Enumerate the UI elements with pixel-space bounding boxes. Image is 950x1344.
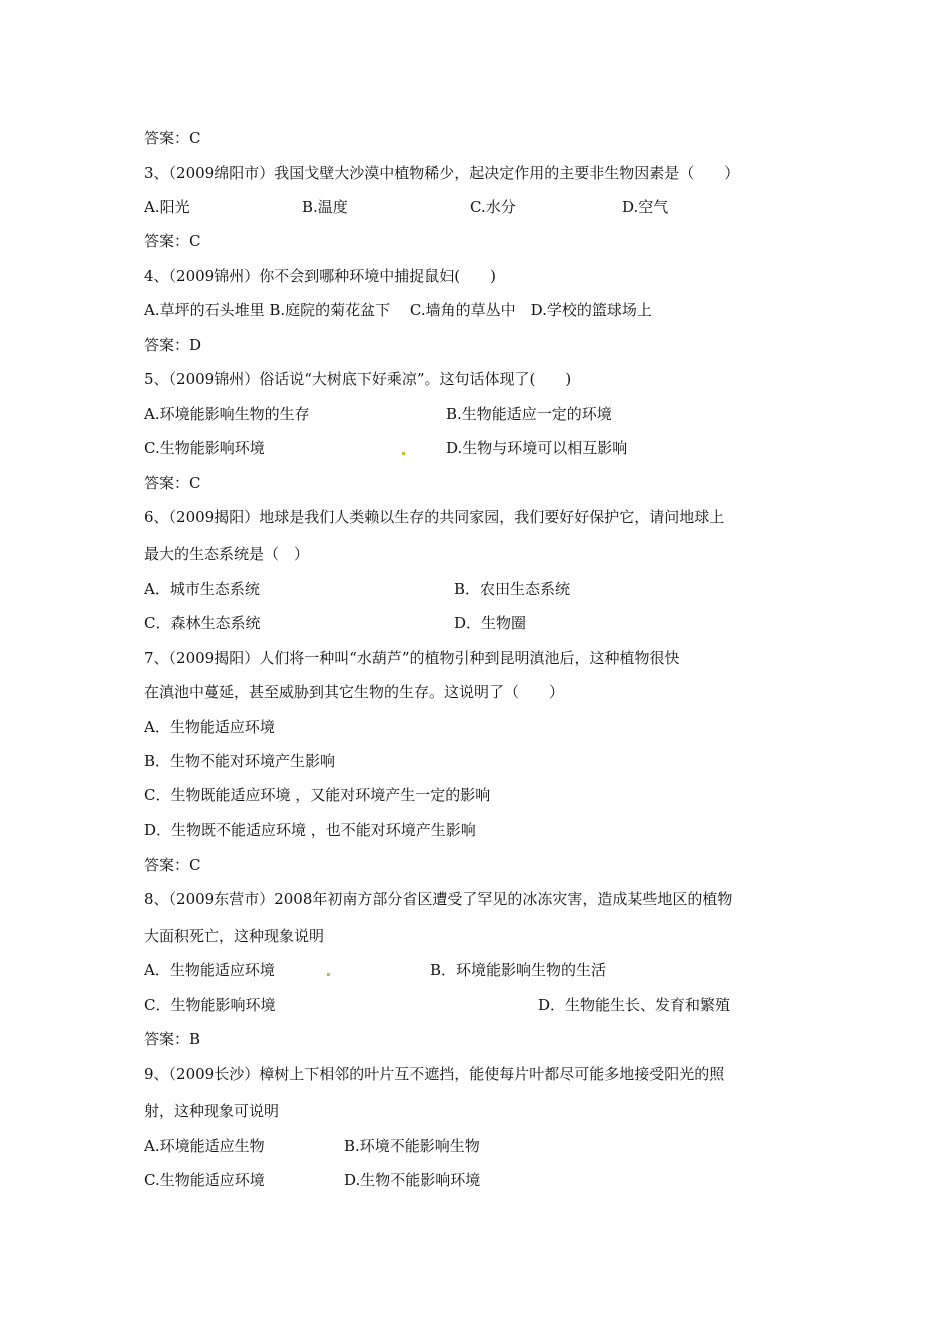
q7-option-d: D．生物既不能适应环境 ，也不能对环境产生影响 [144, 821, 476, 839]
question-7-line-2: 在滇池中蔓延，甚至威胁到其它生物的生存。这说明了（ ） [144, 683, 565, 701]
answer-q5: 答案：C [144, 474, 201, 492]
q5-option-d: D.生物与环境可以相互影响 [446, 439, 628, 457]
answer-q4: 答案：D [144, 336, 202, 354]
q9-option-c: C.生物能适应环境 [144, 1171, 265, 1189]
stray-dot-mark [402, 452, 405, 455]
question-8-line-1: 8、（2009东营市）2008年初南方部分省区遭受了罕见的冰冻灾害，造成某些地区的植物 [144, 890, 733, 908]
question-9-line-1: 9、（2009长沙）樟树上下相邻的叶片互不遮挡，能使每片叶都尽可能多地接受阳光的照 [144, 1065, 725, 1083]
stray-dot-mark [327, 973, 330, 976]
question-6-line-2: 最大的生态系统是（ ） [144, 545, 310, 563]
q3-option-c: C.水分 [470, 198, 516, 216]
q3-option-a: A.阳光 [144, 198, 190, 216]
q8-option-c: C．生物能影响环境 [144, 996, 276, 1014]
answer-q3: 答案：C [144, 232, 201, 250]
answer-q2: 答案：C [144, 129, 201, 147]
q6-option-c: C．森林生态系统 [144, 614, 261, 632]
q5-option-b: B.生物能适应一定的环境 [446, 405, 612, 423]
q7-option-a: A．生物能适应环境 [144, 718, 275, 736]
q9-option-b: B.环境不能影响生物 [344, 1137, 480, 1155]
q9-option-d: D.生物不能影响环境 [344, 1171, 481, 1189]
question-8-line-2: 大面积死亡，这种现象说明 [144, 927, 325, 945]
q6-option-a: A．城市生态系统 [144, 580, 260, 598]
q8-option-b: B．环境能影响生物的生活 [430, 961, 607, 979]
answer-q8: 答案：B [144, 1030, 201, 1048]
question-6-line-1: 6、（2009揭阳）地球是我们人类赖以生存的共同家园，我们要好好保护它，请问地球上 [144, 508, 725, 526]
q8-option-a: A．生物能适应环境 [144, 961, 275, 979]
question-5: 5、（2009锦州）俗话说“大树底下好乘凉”。这句话体现了( ) [144, 370, 572, 388]
q6-option-b: B．农田生态系统 [454, 580, 571, 598]
q5-option-c: C.生物能影响环境 [144, 439, 265, 457]
q7-option-c: C．生物既能适应环境 ，又能对环境产生一定的影响 [144, 786, 491, 804]
question-7-line-1: 7、（2009揭阳）人们将一种叫“水葫芦”的植物引种到昆明滇池后，这种植物很快 [144, 649, 680, 667]
question-3: 3、（2009绵阳市）我国戈壁大沙漠中植物稀少，起决定作用的主要非生物因素是（ ） [144, 164, 740, 182]
q5-option-a: A.环境能影响生物的生存 [144, 405, 310, 423]
q3-option-d: D.空气 [622, 198, 669, 216]
q4-options: A.草坪的石头堆里 B.庭院的菊花盆下 C.墙角的草丛中 D.学校的篮球场上 [144, 301, 652, 319]
q7-option-b: B．生物不能对环境产生影响 [144, 752, 336, 770]
q8-option-d: D．生物能生长、发育和繁殖 [538, 996, 731, 1014]
question-4: 4、（2009锦州）你不会到哪种环境中捕捉鼠妇( ) [144, 267, 496, 285]
q3-option-b: B.温度 [302, 198, 348, 216]
q6-option-d: D．生物圈 [454, 614, 527, 632]
answer-q7: 答案：C [144, 856, 201, 874]
q9-option-a: A.环境能适应生物 [144, 1137, 265, 1155]
question-9-line-2: 射，这种现象可说明 [144, 1102, 280, 1120]
